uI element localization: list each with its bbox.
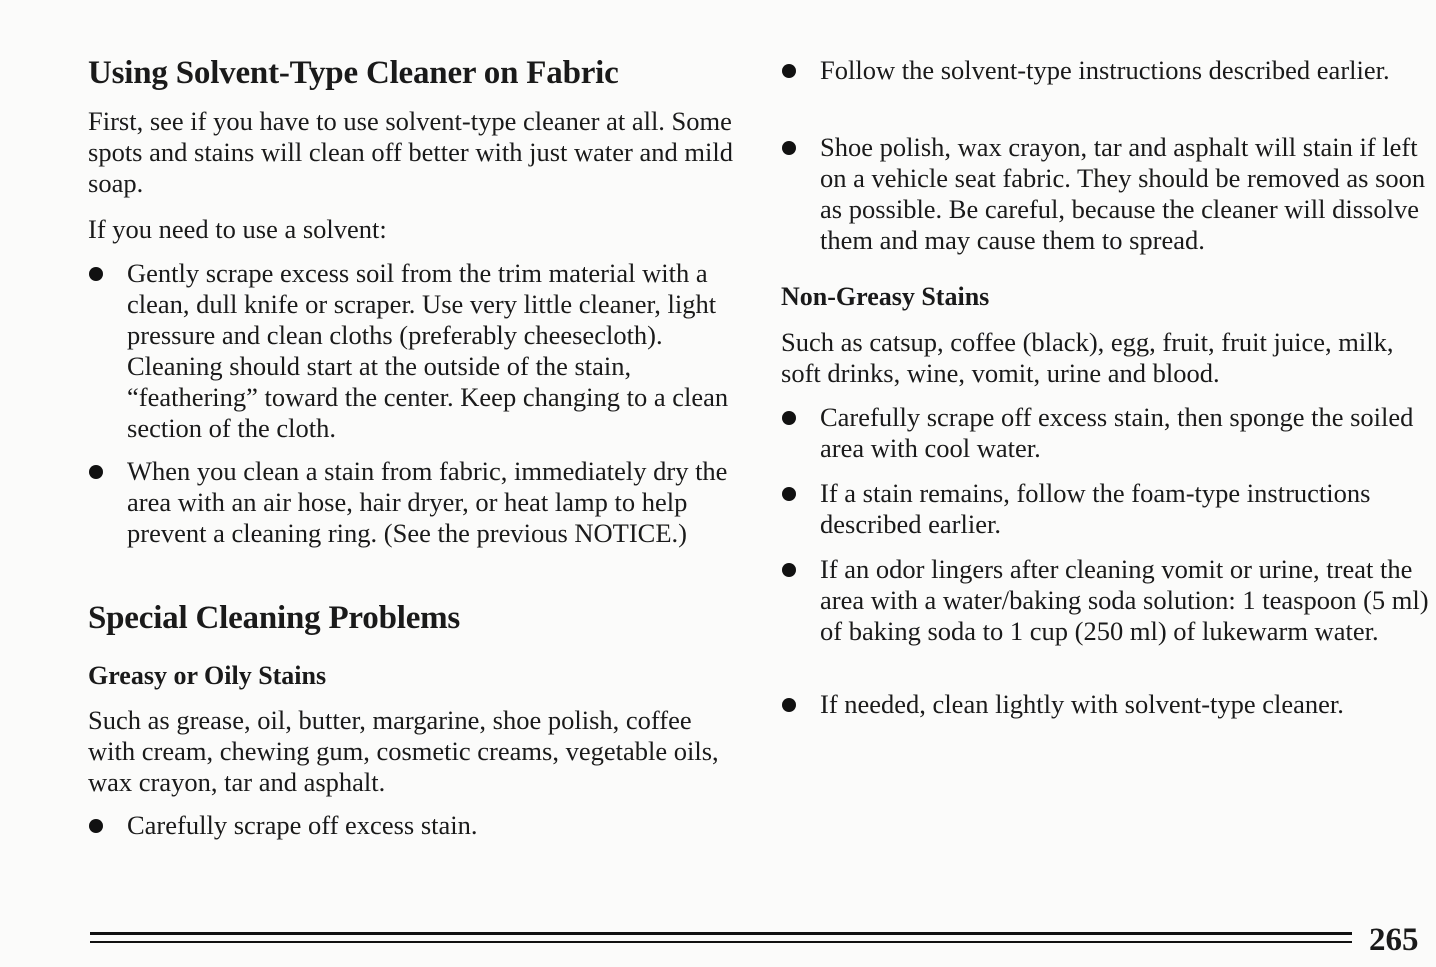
subheading-non-greasy-stains: Non-Greasy Stains [781,282,990,311]
page-number: 265 [1369,922,1419,958]
bullet-icon [782,64,796,78]
bullet-icon [782,563,796,577]
bullet-icon [89,465,103,479]
bullet-icon [782,487,796,501]
bullet-text: If an odor lingers after cleaning vomit or urine, treat the area with a water/baking soda solution: 1 teaspoon (5 ml) of baking soda to 1 cup (250 ml) of lukewarm water. [820,554,1429,646]
bullet-icon [89,267,103,281]
bullet-text: If a stain remains, follow the foam-type instructions described earlier. [820,478,1371,539]
subheading-greasy-stains: Greasy or Oily Stains [88,661,327,690]
bullet-text: If needed, clean lightly with solvent-type cleaner. [820,689,1344,719]
bullet-icon [89,819,103,833]
lead-paragraph: If you need to use a solvent: [88,214,387,244]
greasy-stains-paragraph: Such as grease, oil, butter, margarine, shoe polish, coffee with cream, chewing gum, cosmetic creams, vegetable oils, wax crayon, tar and asphalt. [88,705,719,797]
bullet-text: Gently scrape excess soil from the trim material with a clean, dull knife or scraper. Use very little cleaner, light pressure and clean cloths (preferably cheesecloth). Cleaning should start at the outside of the stain, “feathering” toward the center. Keep changing to a clean section of the cloth. [127,258,729,443]
bullet-text: Carefully scrape off excess stain. [127,810,478,840]
bullet-text: Shoe polish, wax crayon, tar and asphalt will stain if left on a vehicle seat fabric. They should be removed as soon as possible. Be careful, because the cleaner will dissolve them and may cause them to spread. [820,132,1426,255]
bullet-icon [782,411,796,425]
bullet-text: When you clean a stain from fabric, immediately dry the area with an air hose, hair dryer, or heat lamp to help prevent a cleaning ring. (See the previous NOTICE.) [127,456,728,548]
section-title-special-cleaning: Special Cleaning Problems [88,600,461,636]
bullet-text: Follow the solvent-type instructions described earlier. [820,55,1390,85]
bullet-icon [782,141,796,155]
bullet-icon [782,698,796,712]
bullet-text: Carefully scrape off excess stain, then sponge the soiled area with cool water. [820,402,1414,463]
section-title-solvent-cleaner: Using Solvent-Type Cleaner on Fabric [88,55,619,91]
footer-rule [90,941,1352,943]
intro-paragraph: First, see if you have to use solvent-type cleaner at all. Some spots and stains will clean off better with just water and mild soap. [88,106,733,198]
footer-rule [90,932,1352,935]
non-greasy-stains-paragraph: Such as catsup, coffee (black), egg, fruit, fruit juice, milk, soft drinks, wine, vomit, urine and blood. [781,327,1394,388]
